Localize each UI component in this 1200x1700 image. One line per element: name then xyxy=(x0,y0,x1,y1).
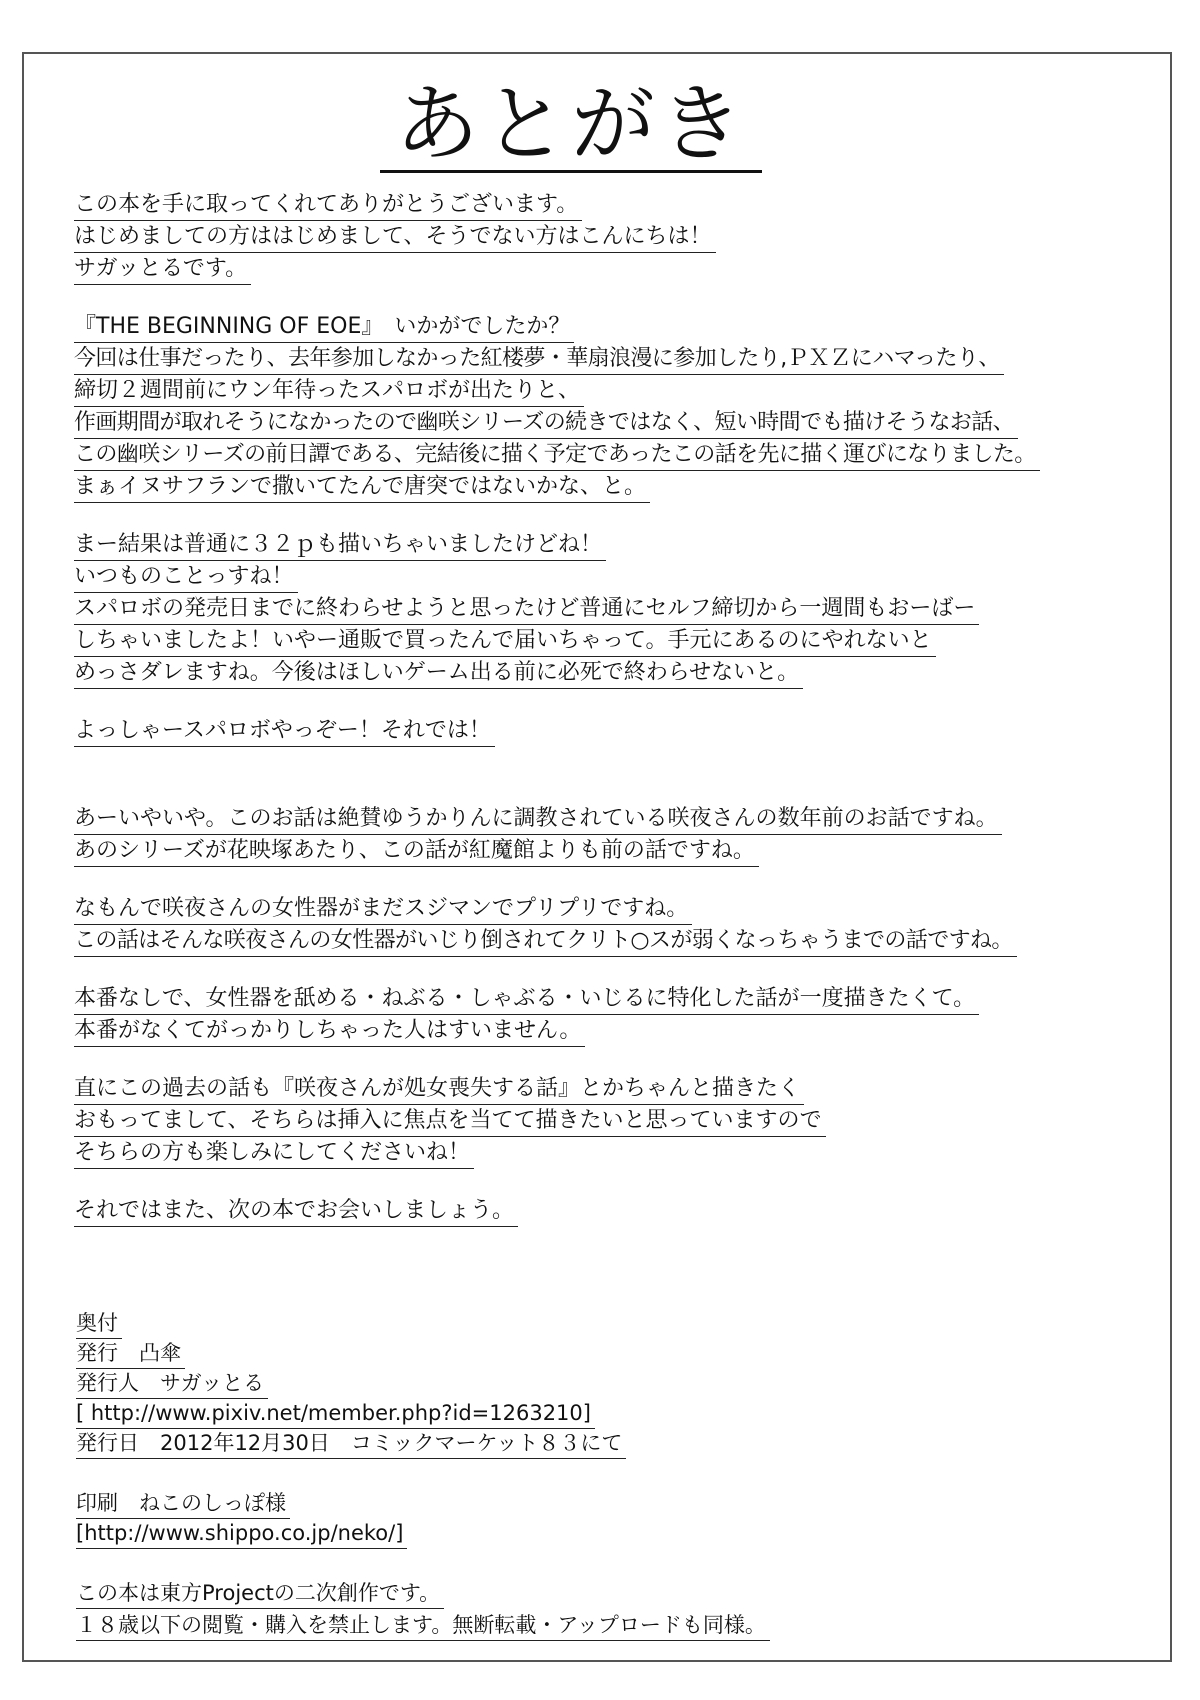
text-line: スパロボの発売日までに終わらせようと思ったけど普通にセルフ締切から一週間もおーばー xyxy=(74,596,979,625)
text-line: あのシリーズが花映塚あたり、この話が紅魔館よりも前の話ですね。 xyxy=(74,838,759,867)
text-line: 『THE BEGINNING OF EOE』 いかがでしたか？ xyxy=(74,314,574,343)
text-line: はじめましての方ははじめまして、そうでない方はこんにちは！ xyxy=(74,224,716,253)
text-line: そちらの方も楽しみにしてくださいね！ xyxy=(74,1140,474,1169)
text-line: まぁイヌサフランで撒いてたんで唐突ではないかな、と。 xyxy=(74,474,650,503)
text-line: いつものことっすね！ xyxy=(74,564,298,593)
text-line: なもんで咲夜さんの女性器がまだスジマンでプリプリですね。 xyxy=(74,896,692,925)
text-line: あーいやいや。このお話は絶賛ゆうかりんに調教されている咲夜さんの数年前のお話ですね。 xyxy=(74,806,1002,835)
text-line: この本を手に取ってくれてありがとうございます。 xyxy=(74,192,582,221)
text-line: この幽咲シリーズの前日譚である、完結後に描く予定であったこの話を先に描く運びになりました。 xyxy=(74,442,1040,471)
page-title: あとがき xyxy=(380,78,762,173)
text-line: 今回は仕事だったり、去年参加しなかった紅楼夢・華扇浪漫に参加したり,ＰＸＺにハマったり、 xyxy=(74,346,1004,375)
colophon-printer: 印刷 ねこのしっぽ様 xyxy=(76,1490,290,1519)
colophon-publisher: 発行 凸傘 xyxy=(76,1340,185,1369)
text-line: 本番なしで、女性器を舐める・ねぶる・しゃぶる・いじるに特化した話が一度描きたくて。 xyxy=(74,986,979,1015)
text-line: サガッとるです。 xyxy=(74,256,251,285)
text-line: おもってまして、そちらは挿入に焦点を当てて描きたいと思っていますので xyxy=(74,1108,826,1137)
text-line: 作画期間が取れそうになかったので幽咲シリーズの続きではなく、短い時間でも描けそうなお話、 xyxy=(74,410,1018,439)
text-line: しちゃいましたよ！いやー通販で買ったんで届いちゃって。手元にあるのにやれないと xyxy=(74,628,936,657)
colophon-author: 発行人 サガッとる xyxy=(76,1370,268,1399)
text-line: 本番がなくてがっかりしちゃった人はすいません。 xyxy=(74,1018,585,1047)
text-line: めっさダレますね。今後はほしいゲーム出る前に必死で終わらせないと。 xyxy=(74,660,803,689)
text-line: まー結果は普通に３２ｐも描いちゃいましたけどね！ xyxy=(74,532,606,561)
colophon-notice: この本は東方Projectの二次創作です。 xyxy=(76,1580,444,1609)
text-line: それではまた、次の本でお会いしましょう。 xyxy=(74,1198,518,1227)
text-line: この話はそんな咲夜さんの女性器がいじり倒されてクリト○スが弱くなっちゃうまでの話ですね。 xyxy=(74,928,1017,957)
colophon-notice: １８歳以下の閲覧・購入を禁止します。無断転載・アップロードも同様。 xyxy=(76,1612,770,1641)
colophon-printer-url: [http://www.shippo.co.jp/neko/] xyxy=(76,1520,407,1549)
text-line: 締切２週間前にウン年待ったスパロボが出たりと、 xyxy=(74,378,584,407)
text-line: 直にこの過去の話も『咲夜さんが処女喪失する話』とかちゃんと描きたく xyxy=(74,1076,804,1105)
colophon-heading: 奥付 xyxy=(76,1310,122,1339)
colophon-author-url: [ http://www.pixiv.net/member.php?id=1263210] xyxy=(76,1400,595,1429)
colophon-date: 発行日 2012年12月30日 コミックマーケット８３にて xyxy=(76,1430,626,1459)
text-line: よっしゃースパロボやっぞー！それでは！ xyxy=(74,718,495,747)
